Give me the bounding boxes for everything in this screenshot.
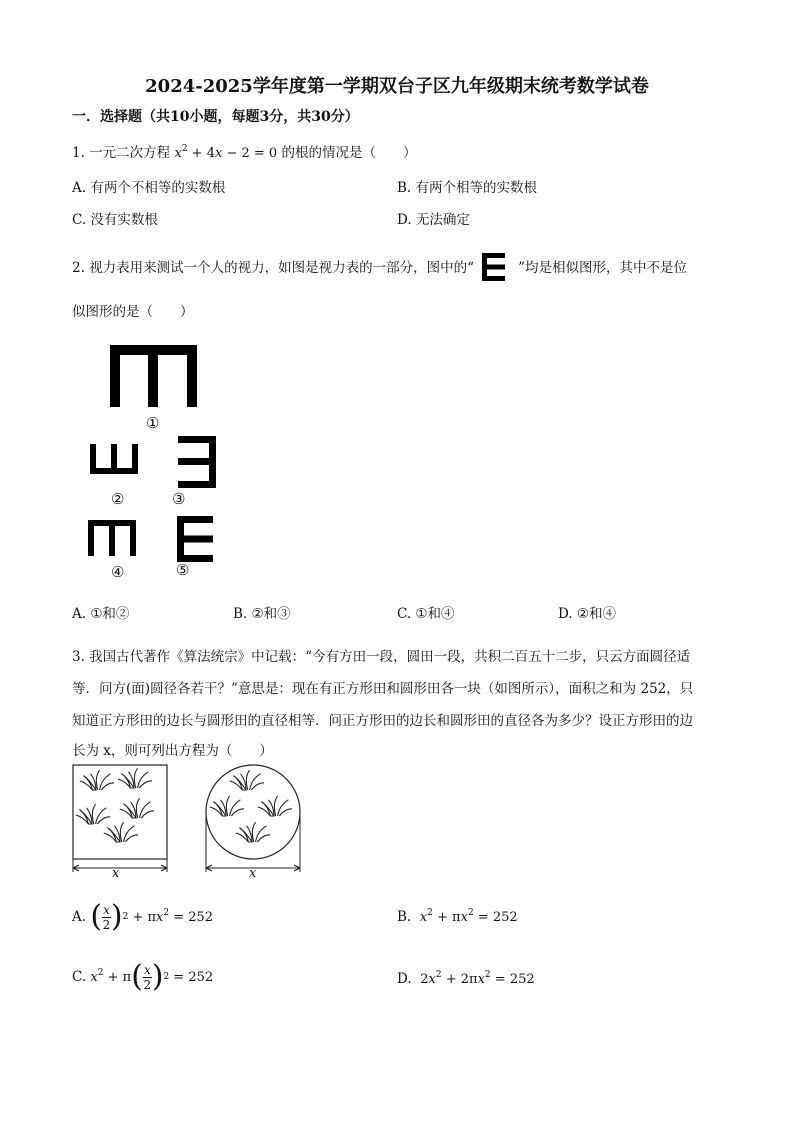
e-symbol-icon	[474, 252, 518, 282]
square-side-label: x	[112, 866, 120, 881]
section-heading: 一．选择题（共10小题，每题3分，共30分）	[72, 109, 359, 125]
question-1	[72, 141, 416, 161]
q2-option-c: C. ①和④	[397, 606, 455, 622]
e-figure-1	[110, 345, 197, 407]
q1-option-a: A. 有两个不相等的实数根	[72, 180, 226, 196]
circular-field	[206, 765, 300, 872]
q3-option-a: A. ( $\frac{x}{2}$ ) 2 + $\pi x^2 = 252$	[72, 899, 214, 934]
eye-chart-figure	[80, 340, 230, 590]
q3-option-b: B. $x^2 + \pi x^2 = 252$	[397, 908, 518, 925]
question-2	[72, 252, 732, 282]
q2-line2: 似图形的是（ ）	[72, 304, 194, 320]
q2-option-d: D. ②和④	[558, 606, 617, 622]
e-figure-3	[178, 436, 216, 488]
square-field	[73, 765, 167, 872]
q1-suffix: 的根的情况是（ ）	[281, 145, 417, 161]
q3-line-3: 知道正方形田的边长与圆形田的直径相等．问正方形田的边长和圆形田的直径各为多少？设正方形田的边	[72, 713, 693, 729]
q2-line1-before: 2. 视力表用来测试一个人的视力，如图是视力表的一部分，图中的“	[72, 260, 475, 276]
fields-figure	[68, 762, 308, 884]
q3-option-a-label: A.	[72, 909, 87, 925]
figure-label-4: ④	[111, 563, 125, 581]
figure-label-3: ③	[172, 490, 186, 508]
q3-option-c-label: C.	[72, 969, 87, 985]
q3-line-1: 3. 我国古代著作《算法统宗》中记载：“今有方田一段，圆田一段，共积二百五十二步，只云方面圆径适	[72, 649, 691, 665]
q1-option-d: D. 无法确定	[397, 212, 470, 228]
q3-option-c: C. $x^2 + \pi$ ( $\frac{x}{2}$ ) 2 = 252	[72, 959, 214, 994]
q1-option-b: B. 有两个相等的实数根	[397, 180, 538, 196]
q2-option-a: A. ①和②	[72, 606, 130, 622]
q3-line-2: 等．问方(面)圆径各若干？”意思是：现在有正方形田和圆形田各一块（如图所示），面积之和为 252，只	[72, 681, 694, 697]
q1-prefix: 1. 一元二次方程	[72, 145, 171, 161]
page-title: 2024-2025学年度第一学期双台子区九年级期末统考数学试卷	[145, 76, 649, 97]
figure-label-2: ②	[111, 490, 125, 508]
circle-diameter-label: x	[249, 866, 257, 881]
q3-line-4: 长为 x，则可列出方程为（ ）	[72, 743, 273, 759]
q3-option-d-label: D.	[397, 971, 412, 987]
q2-option-b: B. ②和③	[233, 606, 291, 622]
figure-label-5: ⑤	[176, 561, 190, 579]
q1-equation: $x^2 + 4x - 2 = 0$	[174, 144, 278, 161]
q2-line1-after: ”均是相似图形，其中不是位	[518, 260, 687, 276]
e-figure-2	[90, 444, 138, 474]
q3-option-b-label: B.	[397, 909, 412, 925]
e-figure-4	[88, 520, 136, 556]
q3-option-d: D. $2x^2 + 2\pi x^2 = 252$	[397, 970, 535, 987]
q1-option-c: C. 没有实数根	[72, 212, 158, 228]
e-figure-5	[177, 516, 213, 562]
figure-label-1: ①	[146, 414, 160, 432]
